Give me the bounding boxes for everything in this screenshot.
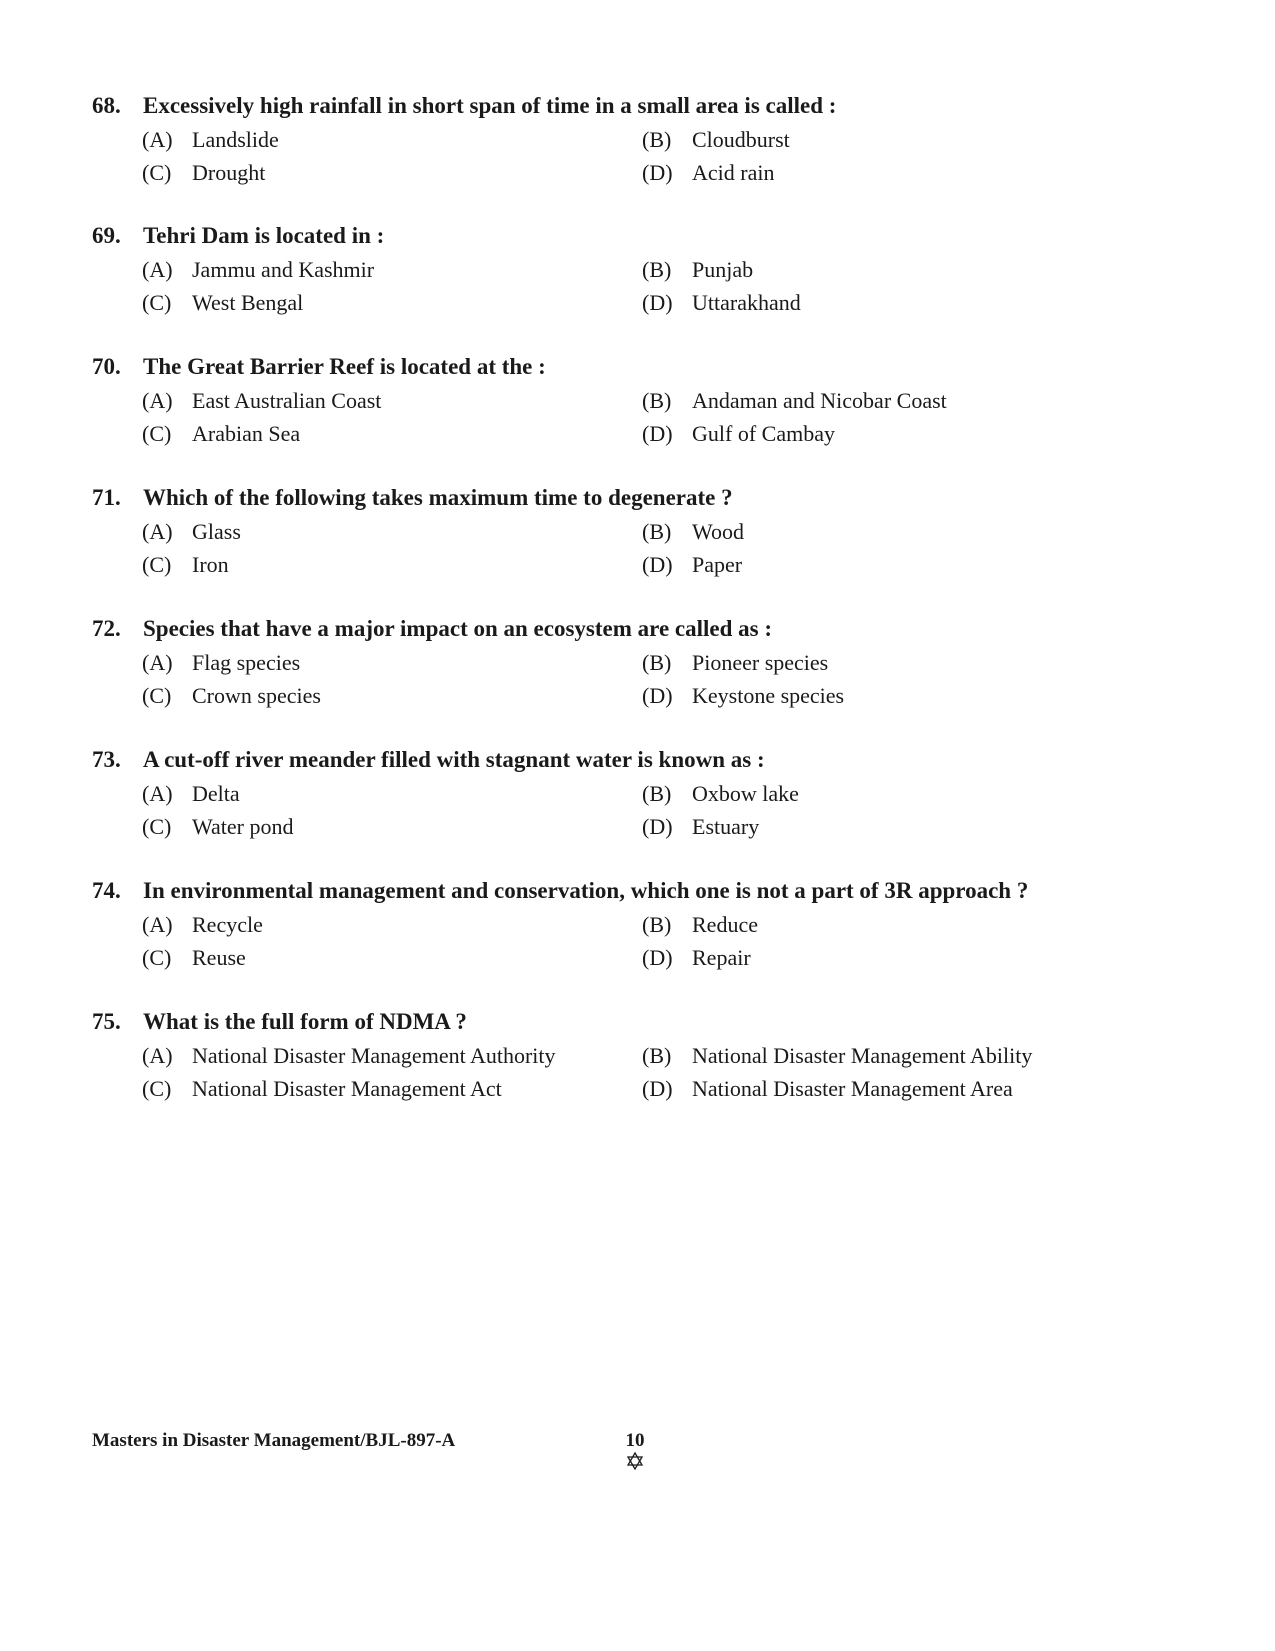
question-header <box>92 1005 1192 1039</box>
option-label: (B) <box>642 388 672 413</box>
question-text: Excessively high rainfall in short span of time in a small area is called : <box>143 93 837 118</box>
option-label: (D) <box>642 290 673 315</box>
question-header <box>92 219 1192 253</box>
option-text: Estuary <box>692 814 760 839</box>
option-label: (A) <box>142 127 173 152</box>
option-label: (A) <box>142 388 173 413</box>
options-row <box>92 156 1192 189</box>
option-text: Flag species <box>192 650 301 675</box>
question-72 <box>92 612 1192 712</box>
options-row <box>92 810 1192 843</box>
option-text: Glass <box>192 519 241 544</box>
option-text: Crown species <box>192 683 321 708</box>
options-row <box>92 1039 1192 1072</box>
option-text: Gulf of Cambay <box>692 421 835 446</box>
question-text: Tehri Dam is located in : <box>143 223 385 248</box>
option-text: Wood <box>692 519 745 544</box>
question-number: 71. <box>92 485 121 510</box>
option-label: (C) <box>142 814 172 839</box>
options-row <box>92 123 1192 156</box>
option-label: (C) <box>142 290 172 315</box>
option-text: Drought <box>192 160 266 185</box>
question-73 <box>92 743 1192 843</box>
star-of-david-icon <box>625 1451 645 1471</box>
question-70 <box>92 350 1192 450</box>
option-text: Cloudburst <box>692 127 790 152</box>
option-text: West Bengal <box>192 290 304 315</box>
option-label: (A) <box>142 912 173 937</box>
question-number: 74. <box>92 878 121 903</box>
option-text: Water pond <box>192 814 294 839</box>
question-69 <box>92 219 1192 319</box>
option-label: (C) <box>142 160 172 185</box>
option-text: National Disaster Management Ability <box>692 1043 1033 1068</box>
question-74 <box>92 874 1192 974</box>
option-label: (B) <box>642 519 672 544</box>
option-text: National Disaster Management Area <box>692 1076 1013 1101</box>
option-label: (D) <box>642 1076 673 1101</box>
option-label: (D) <box>642 945 673 970</box>
question-number: 69. <box>92 223 121 248</box>
question-header <box>92 612 1192 646</box>
option-label: (A) <box>142 650 173 675</box>
option-text: Acid rain <box>692 160 775 185</box>
option-text: Jammu and Kashmir <box>192 257 375 282</box>
question-number: 68. <box>92 93 121 118</box>
question-header <box>92 874 1192 908</box>
option-label: (A) <box>142 257 173 282</box>
option-text: Reuse <box>192 945 246 970</box>
option-label: (A) <box>142 781 173 806</box>
options-row <box>92 679 1192 712</box>
question-number: 73. <box>92 747 121 772</box>
question-number: 75. <box>92 1009 121 1034</box>
options-row <box>92 1072 1192 1105</box>
option-label: (D) <box>642 160 673 185</box>
question-header <box>92 481 1192 515</box>
option-text: Arabian Sea <box>192 421 301 446</box>
option-label: (D) <box>642 683 673 708</box>
options-row <box>92 253 1192 286</box>
options-row <box>92 777 1192 810</box>
option-text: Uttarakhand <box>692 290 801 315</box>
question-75 <box>92 1005 1192 1105</box>
option-label: (D) <box>642 552 673 577</box>
question-text: Which of the following takes maximum time to degenerate ? <box>143 485 733 510</box>
page-number: 10 <box>625 1430 645 1451</box>
option-text: National Disaster Management Act <box>192 1076 502 1101</box>
options-row <box>92 384 1192 417</box>
option-text: National Disaster Management Authority <box>192 1043 556 1068</box>
options-row <box>92 908 1192 941</box>
question-text: What is the full form of NDMA ? <box>143 1009 467 1034</box>
option-text: Delta <box>192 781 240 806</box>
question-text: Species that have a major impact on an ecosystem are called as : <box>143 616 773 641</box>
option-label: (C) <box>142 945 172 970</box>
question-number: 72. <box>92 616 121 641</box>
option-text: Landslide <box>192 127 279 152</box>
option-text: Reduce <box>692 912 758 937</box>
option-text: Oxbow lake <box>692 781 799 806</box>
option-text: Recycle <box>192 912 263 937</box>
options-row <box>92 417 1192 450</box>
option-text: Paper <box>692 552 743 577</box>
option-text: Pioneer species <box>692 650 829 675</box>
question-text: A cut-off river meander filled with stagnant water is known as : <box>143 747 765 772</box>
option-text: Repair <box>692 945 751 970</box>
question-header <box>92 350 1192 384</box>
option-label: (A) <box>142 1043 173 1068</box>
question-71 <box>92 481 1192 581</box>
option-label: (B) <box>642 912 672 937</box>
question-number: 70. <box>92 354 121 379</box>
question-header <box>92 89 1192 123</box>
option-text: Iron <box>192 552 229 577</box>
option-label: (C) <box>142 683 172 708</box>
question-header <box>92 743 1192 777</box>
footer-course-code: Masters in Disaster Management/BJL-897-A <box>92 1430 456 1451</box>
option-label: (B) <box>642 1043 672 1068</box>
option-label: (C) <box>142 1076 172 1101</box>
options-row <box>92 548 1192 581</box>
option-text: Punjab <box>692 257 754 282</box>
option-label: (B) <box>642 257 672 282</box>
question-text: The Great Barrier Reef is located at the : <box>143 354 546 379</box>
option-label: (A) <box>142 519 173 544</box>
option-label: (C) <box>142 421 172 446</box>
option-text: Andaman and Nicobar Coast <box>692 388 947 413</box>
option-label: (D) <box>642 421 673 446</box>
options-row <box>92 646 1192 679</box>
option-text: Keystone species <box>692 683 845 708</box>
option-text: East Australian Coast <box>192 388 382 413</box>
options-row <box>92 515 1192 548</box>
option-label: (B) <box>642 650 672 675</box>
options-row <box>92 941 1192 974</box>
option-label: (B) <box>642 127 672 152</box>
question-68 <box>92 89 1192 189</box>
option-label: (C) <box>142 552 172 577</box>
option-label: (D) <box>642 814 673 839</box>
option-label: (B) <box>642 781 672 806</box>
options-row <box>92 286 1192 319</box>
question-text: In environmental management and conservation, which one is not a part of 3R approach ? <box>143 878 1029 903</box>
